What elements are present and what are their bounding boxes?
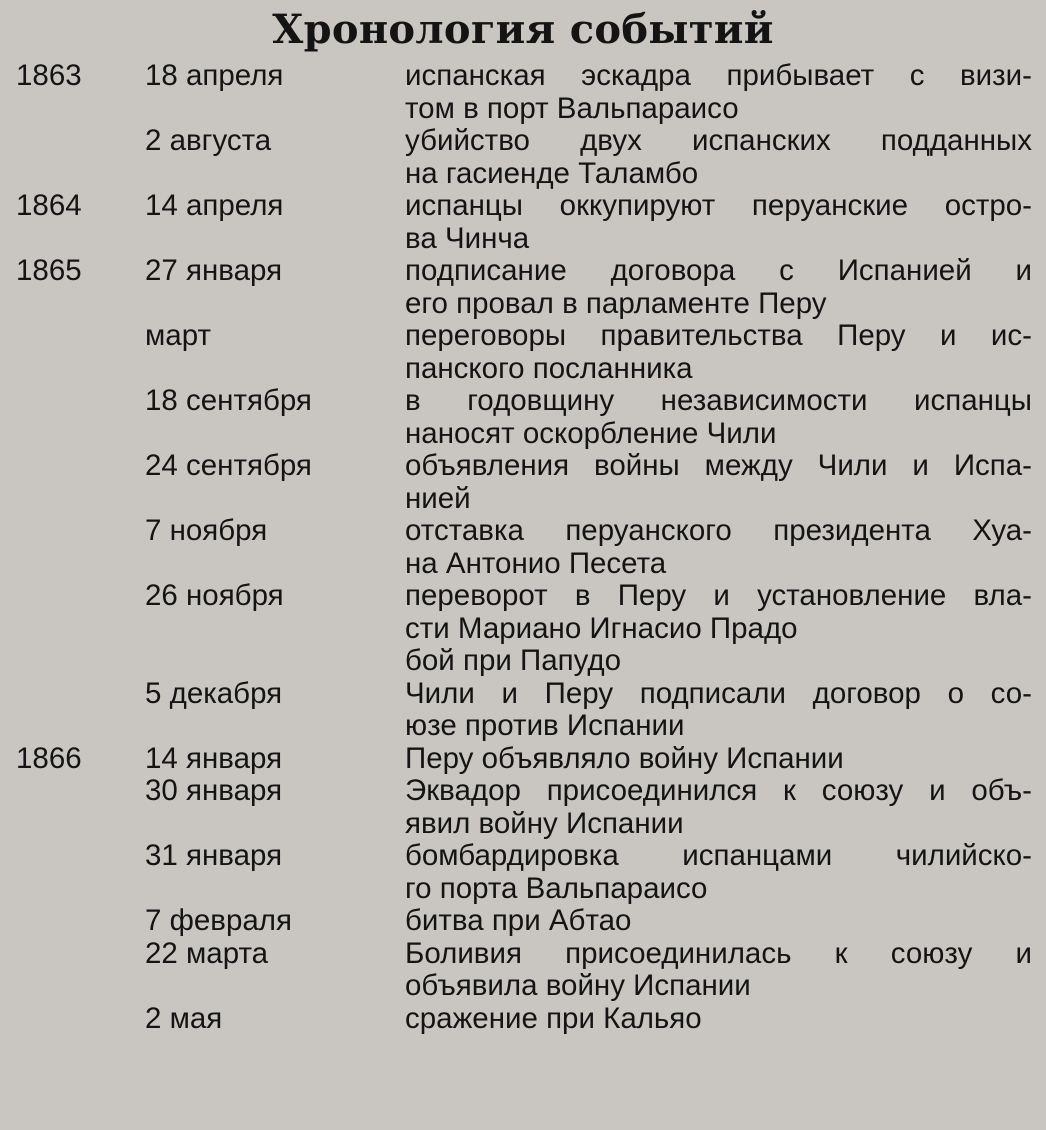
year-cell: [0, 580, 145, 645]
event-description: [405, 190, 1046, 255]
event-line: испанская эскадра прибывает с визи-: [405, 59, 1032, 92]
event-line: подписание договора с Испанией и: [405, 254, 1032, 287]
event-line: битва при Абтао: [405, 904, 632, 937]
timeline-row: [0, 580, 1046, 645]
event-line: объявила войну Испании: [405, 969, 751, 1002]
event-description: [405, 450, 1046, 515]
year-cell: [0, 385, 145, 450]
year-cell: 1863: [16, 59, 82, 92]
event-description: [405, 743, 1046, 776]
event-line: ва Чинча: [405, 221, 530, 255]
timeline-row: [0, 515, 1046, 580]
date-cell: 2 августа: [145, 124, 272, 157]
event-line: сти Мариано Игнасио Прадо: [405, 611, 798, 645]
timeline-row: [0, 775, 1046, 840]
event-line: бой при Папудо: [405, 644, 622, 677]
event-line: испанцы оккупируют перуанские остро-: [405, 189, 1032, 222]
event-description: [405, 938, 1046, 1003]
event-description: [405, 320, 1046, 385]
date-cell: 26 ноября: [145, 579, 284, 612]
event-line: явил войну Испании: [405, 806, 684, 840]
event-line: объявления войны между Чили и Испа-: [405, 449, 1032, 482]
timeline-row: [0, 190, 1046, 255]
year-cell: [0, 938, 145, 1003]
event-description: [405, 580, 1046, 645]
event-line: отставка перуанского президента Хуа-: [405, 514, 1032, 547]
year-cell: [0, 645, 145, 678]
year-cell: [0, 840, 145, 905]
timeline-row: [0, 905, 1046, 938]
timeline-table: [0, 60, 1046, 1035]
event-description: [405, 255, 1046, 320]
date-cell: 2 мая: [145, 1001, 223, 1035]
year-cell: 1864: [16, 189, 82, 222]
date-cell: 7 ноября: [145, 514, 268, 547]
date-cell: март: [145, 319, 211, 352]
year-cell: [0, 678, 145, 743]
timeline-row: [0, 60, 1046, 125]
event-description: [405, 775, 1046, 840]
event-line: Боливия присоединилась к союзу и: [405, 936, 1032, 970]
event-line: переворот в Перу и установление вла-: [405, 579, 1032, 612]
year-cell: [0, 320, 145, 385]
date-cell: 30 января: [145, 774, 283, 807]
event-line: юзе против Испании: [405, 709, 685, 742]
timeline-row: [0, 450, 1046, 515]
event-line: его провал в парламенте Перу: [405, 286, 827, 320]
event-line: бомбардировка испанцами чилийско-: [405, 839, 1032, 872]
event-description: [405, 645, 1046, 678]
page-title: Хронология событий: [272, 6, 774, 53]
timeline-row: [0, 678, 1046, 743]
date-cell: 14 января: [145, 741, 283, 775]
date-cell: 24 сентября: [145, 449, 312, 482]
event-line: том в порт Вальпараисо: [405, 91, 739, 125]
date-cell: 22 марта: [145, 936, 269, 970]
year-cell: [0, 125, 145, 190]
event-description: [405, 1003, 1046, 1036]
event-line: наносят оскорбление Чили: [405, 416, 777, 450]
date-cell: 14 апреля: [145, 189, 284, 222]
event-line: Чили и Перу подписали договор о со-: [405, 676, 1032, 710]
event-description: [405, 515, 1046, 580]
timeline-row: [0, 125, 1046, 190]
date-cell: 18 апреля: [145, 59, 284, 92]
event-description: [405, 125, 1046, 190]
event-line: панского посланника: [405, 351, 693, 385]
year-cell: [0, 775, 145, 840]
year-cell: 1865: [16, 254, 82, 287]
timeline-row: [0, 645, 1046, 678]
event-line: переговоры правительства Перу и ис-: [405, 319, 1032, 352]
event-line: сражение при Кальяо: [405, 1001, 702, 1035]
event-line: на Антонио Песета: [405, 546, 667, 580]
event-description: [405, 678, 1046, 743]
date-cell: 31 января: [145, 839, 283, 872]
event-line: Перу объявляло войну Испании: [405, 741, 844, 775]
event-line: нией: [405, 481, 471, 515]
timeline-row: [0, 385, 1046, 450]
event-line: на гасиенде Таламбо: [405, 156, 699, 190]
date-cell: [145, 645, 405, 678]
timeline-row: [0, 938, 1046, 1003]
year-cell: [0, 450, 145, 515]
date-cell: 18 сентября: [145, 384, 312, 417]
event-line: в годовщину независимости испанцы: [405, 384, 1032, 417]
event-description: [405, 385, 1046, 450]
event-line: Эквадор присоединился к союзу и объ-: [405, 774, 1032, 807]
year-cell: [0, 1003, 145, 1036]
event-line: убийство двух испанских подданных: [405, 124, 1032, 157]
year-cell: [0, 515, 145, 580]
date-cell: 27 января: [145, 254, 283, 287]
event-description: [405, 60, 1046, 125]
timeline-row: [0, 320, 1046, 385]
timeline-row: [0, 840, 1046, 905]
event-description: [405, 905, 1046, 938]
year-cell: 1866: [16, 741, 82, 775]
timeline-row: [0, 743, 1046, 776]
timeline-row: [0, 255, 1046, 320]
event-description: [405, 840, 1046, 905]
date-cell: 7 февраля: [145, 904, 292, 937]
date-cell: 5 декабря: [145, 676, 283, 710]
event-line: го порта Вальпараисо: [405, 871, 708, 905]
timeline-row: [0, 1003, 1046, 1036]
year-cell: [0, 905, 145, 938]
